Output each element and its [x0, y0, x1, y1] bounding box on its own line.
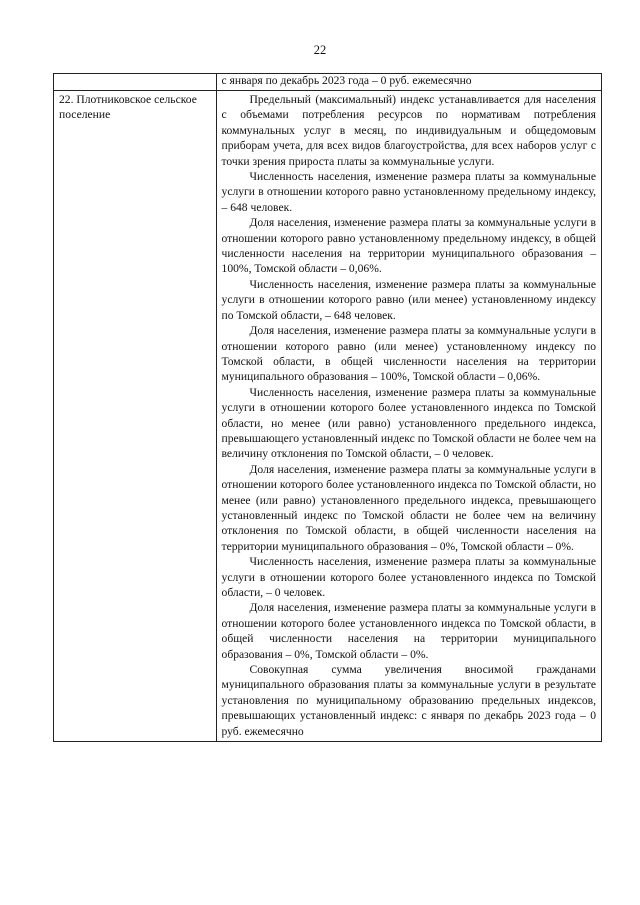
continuation-left-cell — [54, 74, 217, 91]
paragraph-share-equal-regional: Доля населения, изменение размера платы за коммунальные услуги в отношении которого равно (или менее) установленному индексу по Томской области, в общей численности населения на территории муниципального образования – 100%, Томской области – 0,06%. — [221, 324, 596, 384]
paragraph-max-index: Предельный (максимальный) индекс устанавливается для населения с объемами потребления ресурсов по нормативам потребления коммунальных услуг в месяц, по индивидуальным и общедомовым приборам учета, для всех видов благоустройства, для всех наборов услуг с точки зрения прироста платы за коммунальные услуги. — [221, 93, 596, 168]
paragraph-total-increase: Совокупная сумма увеличения вносимой гражданами муниципального образования платы за коммунальные услуги в результате установления по муниципальному образованию предельных индексов, превышающих установленный индекс: с января по декабрь 2023 года – 0 руб. ежемесячно — [221, 663, 596, 738]
paragraph-population-above: Численность населения, изменение размера платы за коммунальные услуги в отношении которого более установленного индекса по Томской области, – 0 человек. — [221, 555, 596, 599]
paragraph-population-equal-regional: Численность населения, изменение размера платы за коммунальные услуги в отношении которого равно (или менее) установленному индексу по Томской области, – 648 человек. — [221, 277, 596, 322]
paragraph-population-equal-limit: Численность населения, изменение размера платы за коммунальные услуги в отношении которого равно установленному предельному индексу, – 648 человек. — [221, 170, 596, 214]
table-row — [54, 91, 602, 742]
page-number: 22 — [313, 43, 327, 57]
continuation-text: с января по декабрь 2023 года – 0 руб. ежемесячно — [221, 74, 472, 87]
paragraph-share-above: Доля населения, изменение размера платы за коммунальные услуги в отношении которого более установленного индекса по Томской области, в общей численности населения на территории муниципального образования – 0%, Томской области – 0%. — [221, 601, 596, 661]
settlement-name: 22. Плотниковское сельское поселение — [54, 91, 217, 742]
continuation-row — [54, 74, 602, 91]
tariff-index-table — [53, 73, 602, 742]
paragraph-share-equal-limit: Доля населения, изменение размера платы за коммунальные услуги в отношении которого равно установленному предельному индексу, в общей численности населения на территории муниципального образования – 100%, Томской области – 0,06%. — [221, 216, 596, 276]
paragraph-share-between: Доля населения, изменение размера платы за коммунальные услуги в отношении которого более установленного индекса по Томской области, но менее (или равно) установленного предельного индекса, превышающего установленный индекс по Томской области не более чем на величину отклонения по Томской области, в общей численности населения на территории муниципального образования – 0%, Томской области – 0%. — [221, 462, 596, 553]
settlement-description — [216, 91, 601, 742]
continuation-right-cell — [216, 74, 601, 91]
paragraph-population-between: Численность населения, изменение размера платы за коммунальные услуги в отношении которого более установленного индекса по Томской области, но менее (или равно) установленного предельного индекса, превышающего установленный индекс по Томской области не более чем на величину отклонения по Томской области, – 0 человек. — [221, 385, 596, 461]
